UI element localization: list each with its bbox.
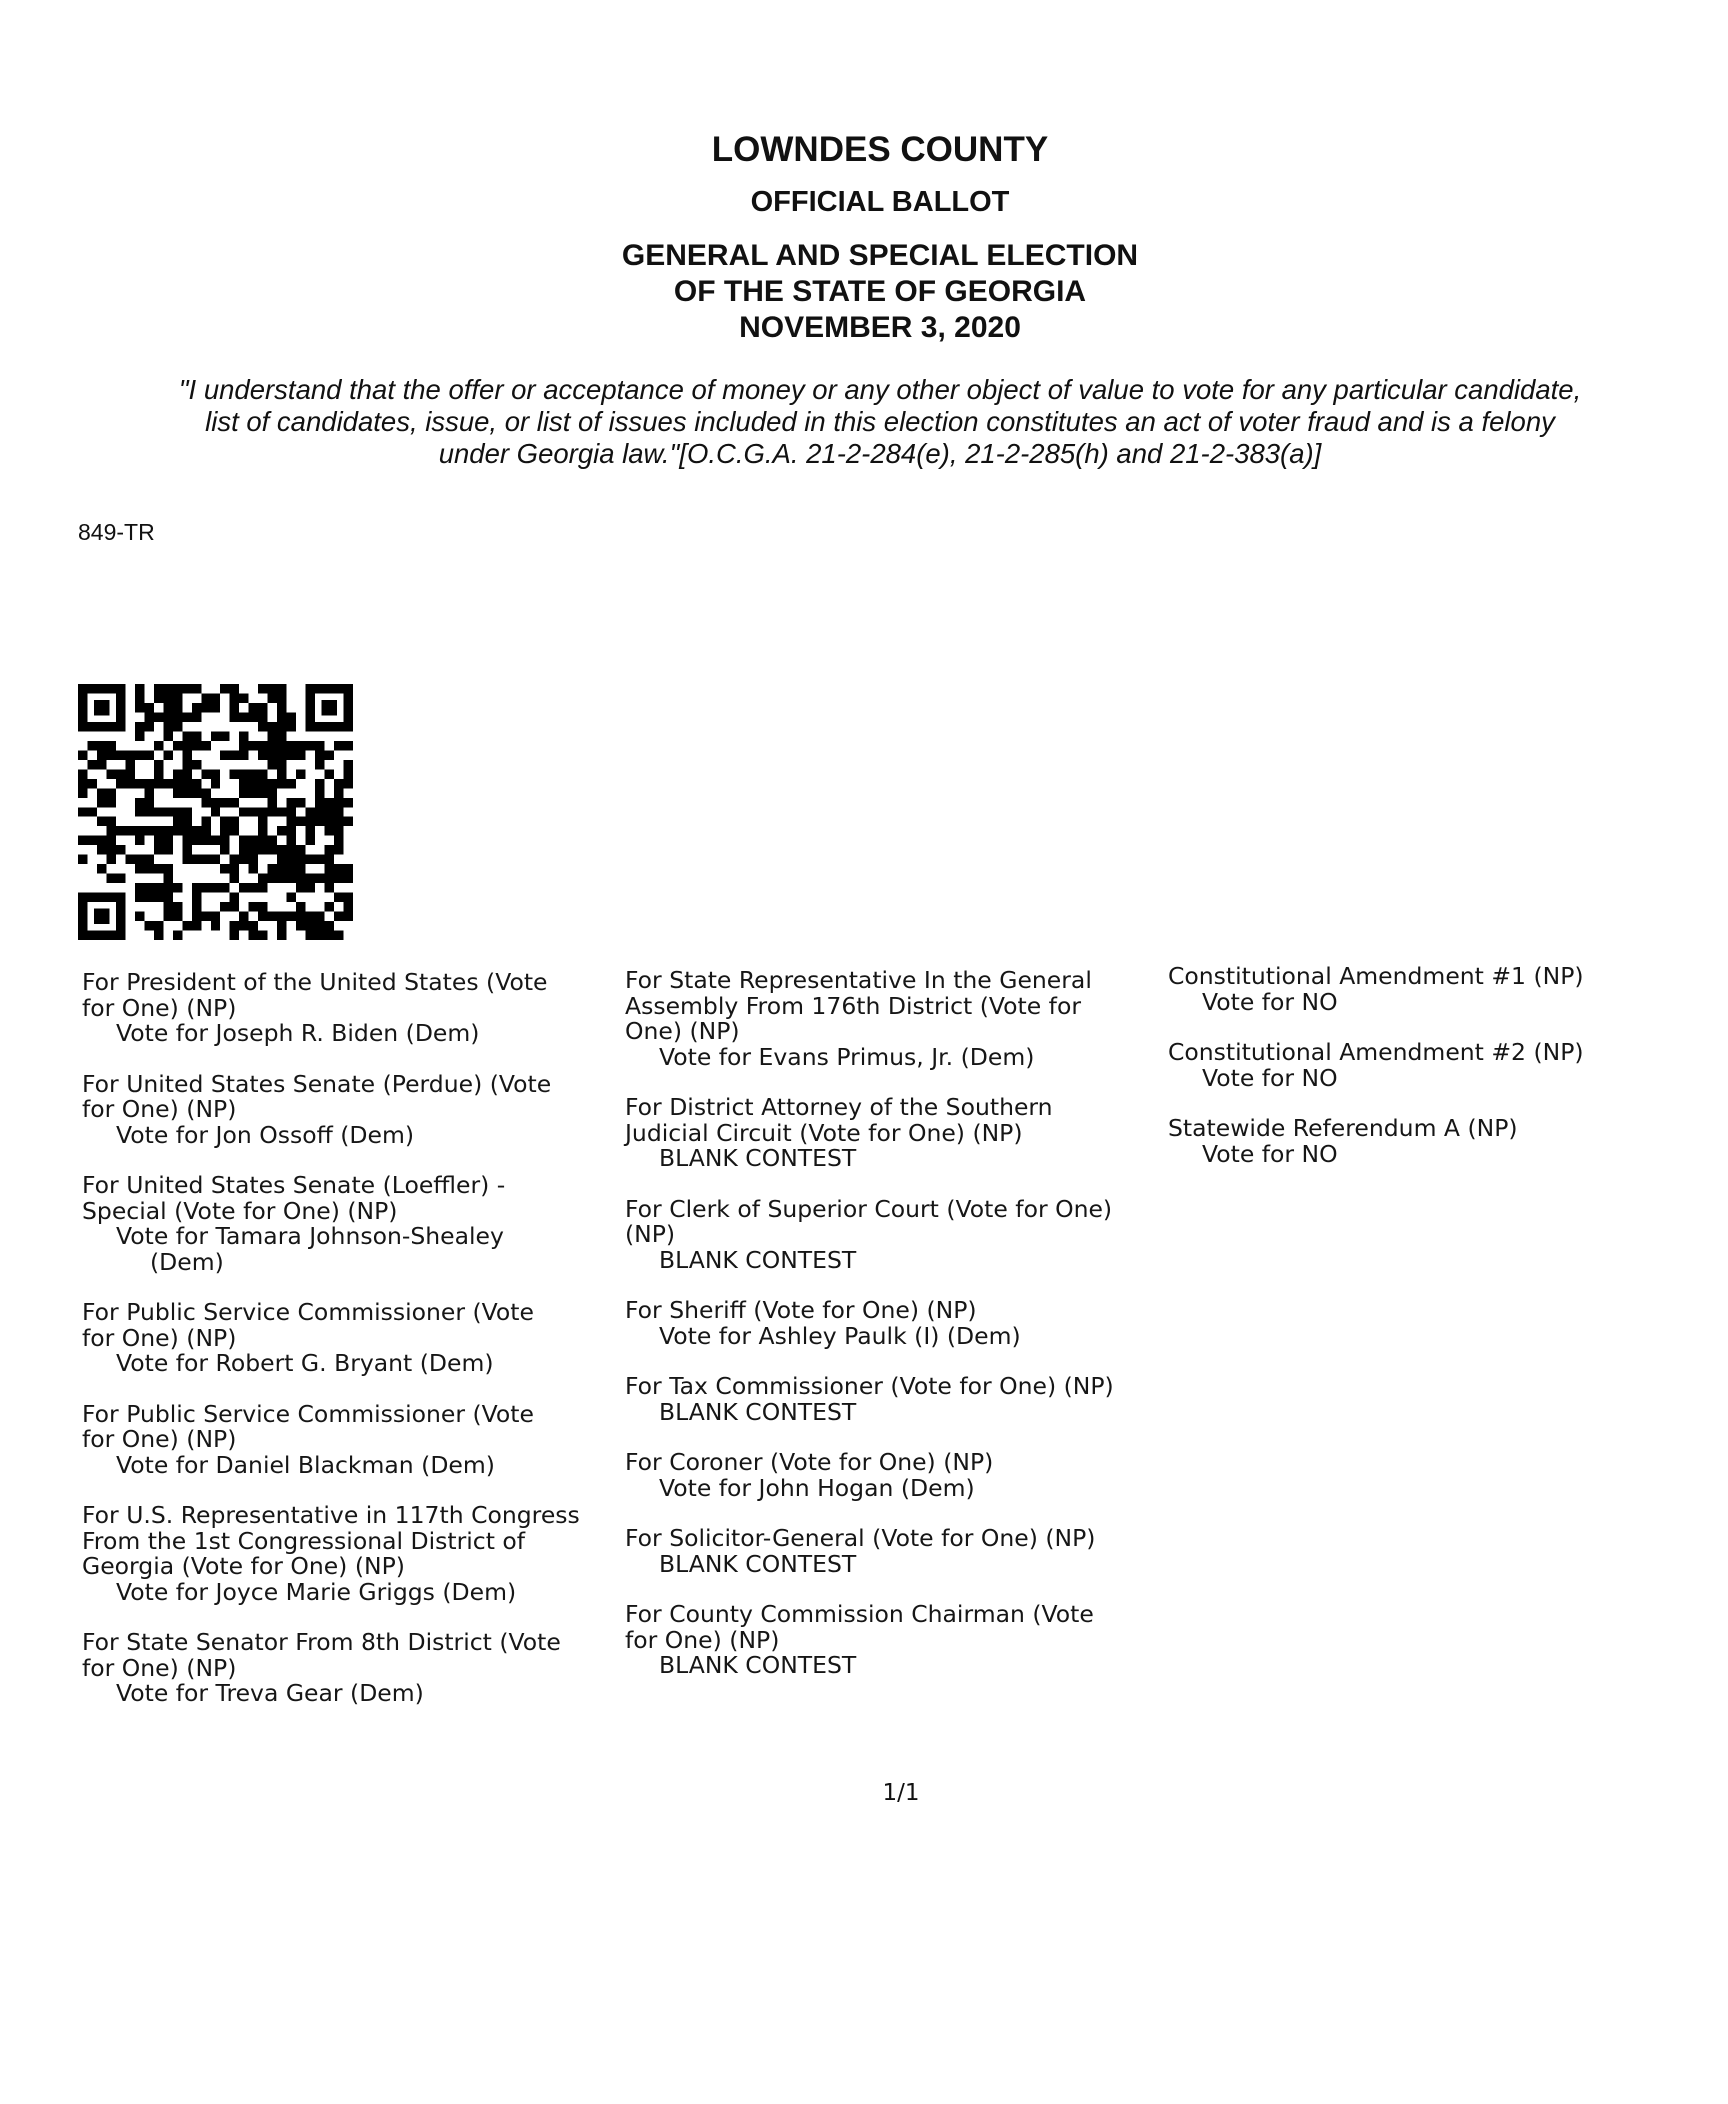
contest-title: For President of the United States (Vote xyxy=(82,968,548,996)
contest-block xyxy=(1168,1040,1728,1091)
election-title-line2: OF THE STATE OF GEORGIA xyxy=(673,275,1087,308)
selected-choice: BLANK CONTEST xyxy=(659,1144,857,1172)
contest-title: Assembly From 176th District (Vote for xyxy=(625,991,1081,1020)
selected-choice: BLANK CONTEST xyxy=(659,1651,857,1679)
selected-choice: Vote for NO xyxy=(1202,987,1338,1016)
contest-block xyxy=(82,1399,622,1479)
contest-block xyxy=(625,1194,1170,1274)
selected-choice: Vote for Robert G. Bryant (Dem) xyxy=(116,1349,494,1377)
contest-block xyxy=(1168,1116,1728,1167)
contest-title: For State Senator From 8th District (Vote xyxy=(82,1628,561,1656)
contest-block xyxy=(625,1450,1170,1501)
contest-title: (NP) xyxy=(625,1220,676,1248)
contest-column-2 xyxy=(625,968,1170,1704)
contest-title: for One) (NP) xyxy=(82,1425,237,1453)
contest-title: For Clerk of Superior Court (Vote for One) xyxy=(625,1194,1113,1223)
contest-title: For United States Senate (Loeffler) - xyxy=(82,1171,506,1199)
contest-block xyxy=(625,1374,1170,1425)
voter-fraud-statement xyxy=(60,374,1700,470)
contest-title: Statewide Referendum A (NP) xyxy=(1168,1114,1518,1142)
contest-title: Judicial Circuit (Vote for One) (NP) xyxy=(625,1118,1023,1147)
selected-choice: Vote for Jon Ossoff (Dem) xyxy=(116,1120,415,1149)
contest-block xyxy=(625,1526,1170,1577)
selected-choice: Vote for NO xyxy=(1202,1063,1338,1092)
contest-title: for One) (NP) xyxy=(82,993,237,1022)
election-title-line1: GENERAL AND SPECIAL ELECTION xyxy=(621,239,1139,272)
contest-title: For U.S. Representative in 117th Congress xyxy=(82,1501,580,1529)
contest-block xyxy=(1168,964,1728,1015)
contest-title: Constitutional Amendment #2 (NP) xyxy=(1168,1038,1584,1066)
selected-choice: Vote for Tamara Johnson-Shealey xyxy=(116,1222,504,1250)
selected-choice: Vote for Joyce Marie Griggs (Dem) xyxy=(116,1577,517,1606)
contest-title: For United States Senate (Perdue) (Vote xyxy=(82,1069,552,1098)
contest-title: For Solicitor-General (Vote for One) (NP) xyxy=(625,1524,1096,1552)
contest-title: Georgia (Vote for One) (NP) xyxy=(82,1552,405,1580)
contest-title: for One) (NP) xyxy=(625,1625,780,1654)
contest-title: For Public Service Commissioner (Vote xyxy=(82,1298,534,1326)
selected-choice: BLANK CONTEST xyxy=(659,1397,857,1426)
contest-title: Constitutional Amendment #1 (NP) xyxy=(1168,962,1584,990)
contest-block xyxy=(625,968,1170,1070)
oath-line: list of candidates, issue, or list of issues included in this election constitutes an act of voter fraud and is a felony xyxy=(205,406,1555,437)
selected-choice: (Dem) xyxy=(150,1247,224,1276)
selected-choice: Vote for Daniel Blackman (Dem) xyxy=(116,1450,495,1479)
contest-block xyxy=(82,1069,622,1149)
contest-title: For Sheriff (Vote for One) (NP) xyxy=(625,1296,977,1324)
contest-title: For State Representative In the General xyxy=(625,966,1092,994)
election-title xyxy=(0,238,1728,346)
ballot-header xyxy=(0,128,1728,346)
ballot-style-id: 849-TR xyxy=(78,519,155,545)
contest-column-3 xyxy=(1168,964,1728,1192)
selected-choice: BLANK CONTEST xyxy=(659,1549,857,1578)
contest-title: for One) (NP) xyxy=(82,1095,237,1123)
selected-choice: BLANK CONTEST xyxy=(659,1245,857,1274)
oath-line: "I understand that the offer or acceptance of money or any other object of value to vote for any particular candidate, xyxy=(178,374,1582,405)
contest-title: From the 1st Congressional District of xyxy=(82,1526,526,1555)
contest-block xyxy=(82,970,622,1047)
contest-column-1 xyxy=(82,970,622,1732)
contest-block xyxy=(625,1298,1170,1349)
contest-title: For Tax Commissioner (Vote for One) (NP) xyxy=(625,1372,1114,1400)
contest-title: for One) (NP) xyxy=(82,1323,237,1352)
contest-title: for One) (NP) xyxy=(82,1653,237,1682)
contest-block xyxy=(82,1173,622,1275)
contest-block xyxy=(625,1095,1170,1172)
selected-choice: Vote for NO xyxy=(1202,1139,1338,1168)
contest-block xyxy=(82,1300,622,1377)
county-title: LOWNDES COUNTY xyxy=(711,130,1049,169)
contest-title: Special (Vote for One) (NP) xyxy=(82,1196,398,1225)
selected-choice: Vote for Joseph R. Biden (Dem) xyxy=(116,1019,480,1047)
contest-title: For County Commission Chairman (Vote xyxy=(625,1600,1094,1628)
contest-block xyxy=(82,1503,622,1605)
contest-title: For Public Service Commissioner (Vote xyxy=(82,1399,534,1428)
page-number: 1/1 xyxy=(882,1780,920,1806)
contest-title: For District Attorney of the Southern xyxy=(625,1093,1053,1121)
contest-title: For Coroner (Vote for One) (NP) xyxy=(625,1448,994,1476)
selected-choice: Vote for John Hogan (Dem) xyxy=(659,1473,975,1502)
selected-choice: Vote for Treva Gear (Dem) xyxy=(116,1679,424,1707)
qr-code-icon xyxy=(78,684,353,940)
selected-choice: Vote for Ashley Paulk (I) (Dem) xyxy=(659,1321,1021,1350)
ballot-type-title: OFFICIAL BALLOT xyxy=(750,186,1010,218)
contest-title: One) (NP) xyxy=(625,1017,740,1045)
oath-line: under Georgia law."[O.C.G.A. 21-2-284(e), 21-2-285(h) and 21-2-383(a)] xyxy=(438,438,1322,469)
selected-choice: Vote for Evans Primus, Jr. (Dem) xyxy=(659,1042,1035,1071)
contest-block xyxy=(625,1602,1170,1679)
election-date: NOVEMBER 3, 2020 xyxy=(739,311,1021,344)
contest-block xyxy=(82,1630,622,1707)
